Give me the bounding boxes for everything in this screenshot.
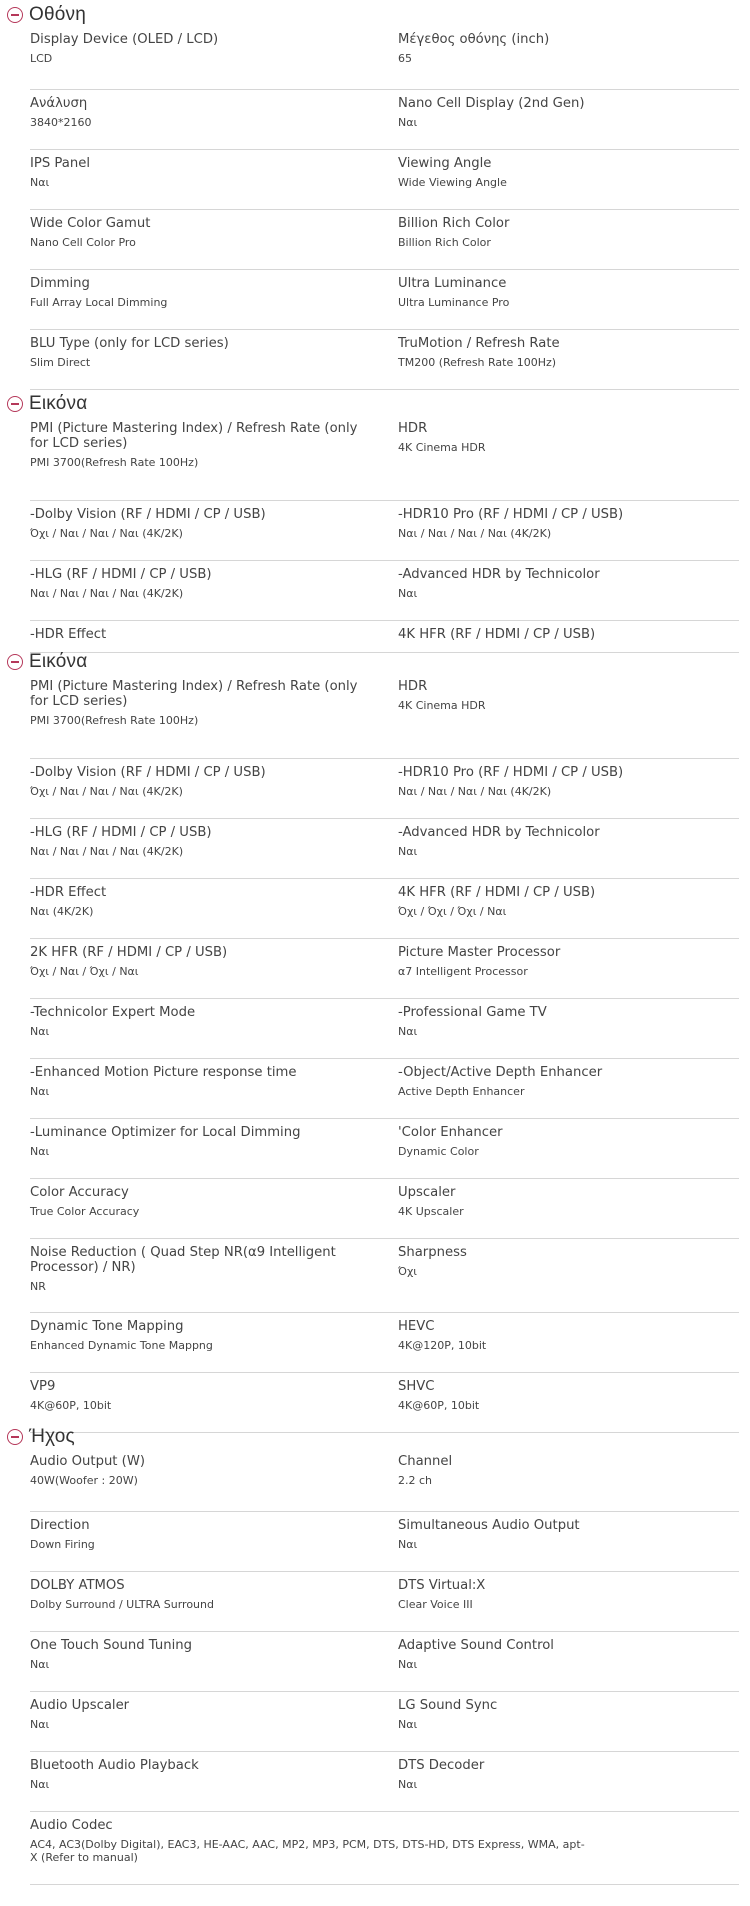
spec-value: Ναι xyxy=(398,587,418,600)
spec-grid xyxy=(30,1452,739,1812)
spec-value: Dynamic Color xyxy=(398,1145,479,1158)
spec-label: Billion Rich Color xyxy=(398,216,510,231)
spec-item xyxy=(30,90,381,150)
spec-label: HDR xyxy=(398,679,428,694)
spec-grid xyxy=(30,30,739,390)
spec-label: 4K HFR (RF / HDMI / CP / USB) xyxy=(398,627,596,642)
spec-value: NR xyxy=(30,1280,46,1293)
spec-label: -Object/Active Depth Enhancer xyxy=(398,1065,603,1080)
spec-item xyxy=(381,501,739,561)
spec-value: TM200 (Refresh Rate 100Hz) xyxy=(398,356,557,369)
spec-label: Audio Upscaler xyxy=(30,1698,130,1713)
spec-label: DTS Virtual:X xyxy=(398,1578,486,1593)
spec-label: LG Sound Sync xyxy=(398,1698,498,1713)
spec-value: Ναι xyxy=(30,1085,50,1098)
spec-label: -Dolby Vision (RF / HDMI / CP / USB) xyxy=(30,765,266,780)
spec-item xyxy=(30,561,381,621)
spec-label: VP9 xyxy=(30,1379,56,1394)
spec-value: 4K@60P, 10bit xyxy=(398,1399,480,1412)
spec-value: Ναι / Ναι / Ναι / Ναι (4K/2K) xyxy=(398,785,552,798)
spec-value: Slim Direct xyxy=(30,356,91,369)
spec-label: -Enhanced Motion Picture response time xyxy=(30,1065,297,1080)
spec-item-full xyxy=(30,1812,739,1885)
section-header-toggle[interactable] xyxy=(0,0,750,30)
spec-label: Viewing Angle xyxy=(398,156,492,171)
spec-label: 'Color Enhancer xyxy=(398,1125,503,1140)
spec-item xyxy=(381,1692,739,1752)
spec-label: Direction xyxy=(30,1518,90,1533)
spec-value: AC4, AC3(Dolby Digital), EAC3, HE-AAC, AAC, MP2, MP3, PCM, DTS, DTS-HD, DTS Express, WMA, apt-X (Refer to manual) xyxy=(30,1838,585,1864)
spec-label: PMI (Picture Mastering Index) / Refresh Rate (only for LCD series) xyxy=(30,421,358,451)
spec-label: -Advanced HDR by Technicolor xyxy=(398,567,600,582)
minus-circle-icon[interactable] xyxy=(7,7,23,23)
spec-value: Clear Voice III xyxy=(398,1598,473,1611)
spec-label: Ultra Luminance xyxy=(398,276,507,291)
spec-item xyxy=(30,30,381,90)
spec-label: Upscaler xyxy=(398,1185,456,1200)
spec-item xyxy=(381,150,739,210)
spec-value: PMI 3700(Refresh Rate 100Hz) xyxy=(30,456,199,469)
spec-value: 3840*2160 xyxy=(30,116,92,129)
spec-label: Color Accuracy xyxy=(30,1185,129,1200)
spec-value: Ναι xyxy=(398,1025,418,1038)
spec-value: 4K@120P, 10bit xyxy=(398,1339,487,1352)
spec-label: One Touch Sound Tuning xyxy=(30,1638,192,1653)
spec-label: -HLG (RF / HDMI / CP / USB) xyxy=(30,825,212,840)
spec-label: Picture Master Processor xyxy=(398,945,561,960)
spec-value: 4K Upscaler xyxy=(398,1205,464,1218)
spec-value: 4K Cinema HDR xyxy=(398,699,486,712)
spec-label: SHVC xyxy=(398,1379,435,1394)
spec-value: PMI 3700(Refresh Rate 100Hz) xyxy=(30,714,199,727)
spec-item xyxy=(30,1119,381,1179)
spec-item xyxy=(381,1512,739,1572)
spec-label: Display Device (OLED / LCD) xyxy=(30,32,219,47)
spec-item xyxy=(381,939,739,999)
spec-value: Full Array Local Dimming xyxy=(30,296,168,309)
spec-value: LCD xyxy=(30,52,53,65)
spec-label: PMI (Picture Mastering Index) / Refresh Rate (only for LCD series) xyxy=(30,679,358,709)
spec-value: Enhanced Dynamic Tone Mappng xyxy=(30,1339,213,1352)
minus-circle-icon[interactable] xyxy=(7,396,23,412)
spec-section xyxy=(0,1422,750,1885)
spec-item xyxy=(30,677,381,759)
section-header-toggle[interactable] xyxy=(0,389,750,419)
spec-value: Όχι xyxy=(398,1265,418,1278)
spec-value: 65 xyxy=(398,52,412,65)
spec-item xyxy=(30,1313,381,1373)
section-title: Εικόνα xyxy=(29,651,88,672)
spec-item xyxy=(30,419,381,501)
spec-value: Ναι xyxy=(398,1718,418,1731)
spec-label: Ανάλυση xyxy=(30,96,88,111)
section-header-toggle[interactable] xyxy=(0,1422,750,1452)
spec-label: Adaptive Sound Control xyxy=(398,1638,554,1653)
spec-value: Όχι / Ναι / Ναι / Ναι (4K/2K) xyxy=(30,785,183,798)
spec-item xyxy=(381,1239,739,1313)
spec-item xyxy=(30,1239,381,1313)
spec-label: -Technicolor Expert Mode xyxy=(30,1005,196,1020)
spec-value: Billion Rich Color xyxy=(398,236,491,249)
spec-value: Ultra Luminance Pro xyxy=(398,296,510,309)
spec-value: Ναι xyxy=(398,1778,418,1791)
spec-label: DOLBY ATMOS xyxy=(30,1578,125,1593)
spec-item xyxy=(381,1059,739,1119)
spec-item xyxy=(30,1572,381,1632)
spec-label: -HLG (RF / HDMI / CP / USB) xyxy=(30,567,212,582)
spec-value: Ναι xyxy=(30,1658,50,1671)
spec-value: Wide Viewing Angle xyxy=(398,176,507,189)
spec-item xyxy=(381,90,739,150)
spec-item xyxy=(381,759,739,819)
spec-item xyxy=(30,879,381,939)
spec-value: 4K@60P, 10bit xyxy=(30,1399,112,1412)
spec-label: IPS Panel xyxy=(30,156,90,171)
spec-item xyxy=(30,210,381,270)
spec-item xyxy=(30,999,381,1059)
spec-value: 4K Cinema HDR xyxy=(398,441,486,454)
spec-label: Audio Codec xyxy=(30,1818,113,1833)
spec-item xyxy=(30,1692,381,1752)
spec-item xyxy=(30,1752,381,1812)
section-title: Ήχος xyxy=(29,1426,75,1447)
spec-item xyxy=(30,939,381,999)
spec-label: 2K HFR (RF / HDMI / CP / USB) xyxy=(30,945,228,960)
spec-value: Active Depth Enhancer xyxy=(398,1085,525,1098)
spec-item xyxy=(381,819,739,879)
spec-label: Channel xyxy=(398,1454,453,1469)
spec-item xyxy=(381,419,739,501)
spec-grid xyxy=(30,419,739,653)
spec-value: Ναι / Ναι / Ναι / Ναι (4K/2K) xyxy=(30,845,184,858)
spec-value: α7 Intelligent Processor xyxy=(398,965,528,978)
spec-item xyxy=(30,270,381,330)
spec-item xyxy=(381,270,739,330)
spec-label: DTS Decoder xyxy=(398,1758,485,1773)
spec-label: Simultaneous Audio Output xyxy=(398,1518,580,1533)
spec-label: Μέγεθος οθόνης (inch) xyxy=(398,32,550,47)
spec-value: True Color Accuracy xyxy=(30,1205,140,1218)
spec-item xyxy=(381,210,739,270)
spec-label: Sharpness xyxy=(398,1245,467,1260)
spec-value: Ναι xyxy=(30,1778,50,1791)
section-title: Οθόνη xyxy=(29,4,86,25)
spec-value: Ναι xyxy=(398,845,418,858)
section-header-toggle[interactable] xyxy=(0,647,750,677)
section-title: Εικόνα xyxy=(29,393,88,414)
minus-circle-icon[interactable] xyxy=(7,1429,23,1445)
spec-label: Wide Color Gamut xyxy=(30,216,151,231)
spec-label: -Luminance Optimizer for Local Dimming xyxy=(30,1125,301,1140)
spec-section xyxy=(0,0,750,390)
spec-value: 2.2 ch xyxy=(398,1474,433,1487)
spec-label: Dimming xyxy=(30,276,90,291)
spec-label: -Advanced HDR by Technicolor xyxy=(398,825,600,840)
spec-item xyxy=(381,561,739,621)
spec-item xyxy=(30,819,381,879)
minus-circle-icon[interactable] xyxy=(7,654,23,670)
spec-label: Noise Reduction ( Quad Step NR(α9 Intelligent Processor) / NR) xyxy=(30,1245,336,1275)
spec-label: Bluetooth Audio Playback xyxy=(30,1758,199,1773)
spec-label: Audio Output (W) xyxy=(30,1454,146,1469)
spec-value: Ναι xyxy=(30,1145,50,1158)
spec-value: 40W(Woofer : 20W) xyxy=(30,1474,138,1487)
spec-label: -HDR10 Pro (RF / HDMI / CP / USB) xyxy=(398,765,624,780)
spec-item xyxy=(381,1632,739,1692)
spec-label: -Dolby Vision (RF / HDMI / CP / USB) xyxy=(30,507,266,522)
spec-label: HEVC xyxy=(398,1319,435,1334)
spec-item xyxy=(381,1313,739,1373)
spec-value: Όχι / Ναι / Ναι / Ναι (4K/2K) xyxy=(30,527,183,540)
spec-item xyxy=(30,1179,381,1239)
spec-label: -HDR10 Pro (RF / HDMI / CP / USB) xyxy=(398,507,624,522)
spec-value: Ναι xyxy=(30,1025,50,1038)
spec-item xyxy=(381,999,739,1059)
spec-value: Ναι xyxy=(398,116,418,129)
spec-label: HDR xyxy=(398,421,428,436)
spec-value: Όχι / Όχι / Όχι / Ναι xyxy=(398,905,507,918)
spec-value: Ναι xyxy=(30,176,50,189)
spec-item xyxy=(30,1452,381,1512)
spec-item xyxy=(381,1179,739,1239)
spec-value: Όχι / Ναι / Όχι / Ναι xyxy=(30,965,139,978)
spec-value: Down Firing xyxy=(30,1538,95,1551)
spec-item xyxy=(30,1632,381,1692)
spec-item xyxy=(381,1119,739,1179)
spec-item xyxy=(381,330,739,390)
spec-label: -Professional Game TV xyxy=(398,1005,547,1020)
spec-label: Dynamic Tone Mapping xyxy=(30,1319,184,1334)
spec-value: Dolby Surround / ULTRA Surround xyxy=(30,1598,214,1611)
spec-value: Ναι / Ναι / Ναι / Ναι (4K/2K) xyxy=(398,527,552,540)
spec-value: Ναι (4K/2K) xyxy=(30,905,94,918)
spec-item xyxy=(30,150,381,210)
spec-item xyxy=(30,1512,381,1572)
spec-label: BLU Type (only for LCD series) xyxy=(30,336,229,351)
spec-section xyxy=(0,389,750,653)
spec-value: Ναι xyxy=(30,1718,50,1731)
spec-value: Ναι xyxy=(398,1658,418,1671)
spec-item xyxy=(381,879,739,939)
spec-label: TruMotion / Refresh Rate xyxy=(398,336,560,351)
spec-label: -HDR Effect xyxy=(30,885,107,900)
spec-item xyxy=(381,1572,739,1632)
spec-item xyxy=(30,1059,381,1119)
spec-grid xyxy=(30,677,739,1433)
spec-item xyxy=(381,1452,739,1512)
spec-item xyxy=(30,759,381,819)
spec-item xyxy=(381,1752,739,1812)
spec-item xyxy=(381,677,739,759)
spec-value: Nano Cell Color Pro xyxy=(30,236,136,249)
spec-item xyxy=(30,501,381,561)
spec-label: Nano Cell Display (2nd Gen) xyxy=(398,96,585,111)
spec-item xyxy=(381,30,739,90)
spec-label: -HDR Effect xyxy=(30,627,107,642)
spec-item xyxy=(30,330,381,390)
spec-label: 4K HFR (RF / HDMI / CP / USB) xyxy=(398,885,596,900)
spec-value: Ναι xyxy=(398,1538,418,1551)
spec-value: Ναι / Ναι / Ναι / Ναι (4K/2K) xyxy=(30,587,184,600)
spec-section xyxy=(0,647,750,1433)
